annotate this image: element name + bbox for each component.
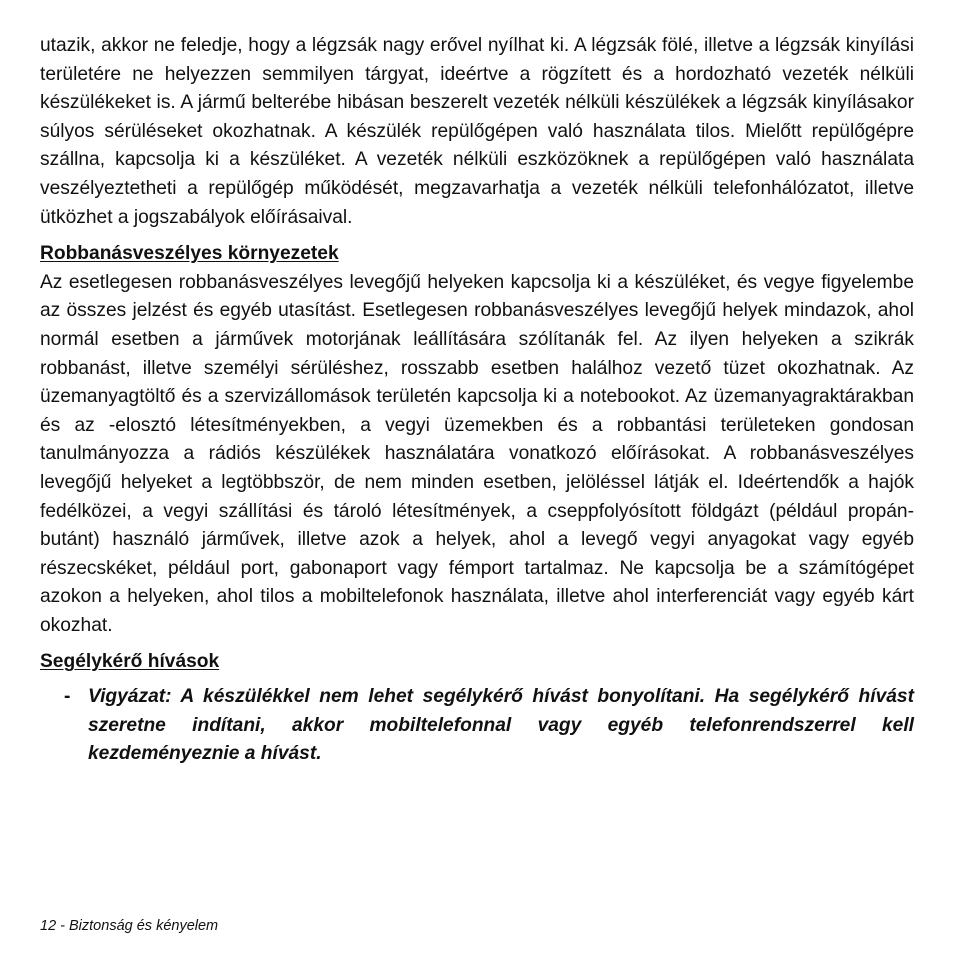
explosive-environments-heading: Robbanásveszélyes környezetek bbox=[40, 243, 339, 265]
document-page bbox=[40, 32, 914, 769]
emergency-warning-item bbox=[40, 683, 914, 769]
explosive-environments-paragraph: Az esetlegesen robbanásveszélyes levegőjű helyeken kapcsolja ki a készüléket, és vegye figyelembe az összes jelzést és egyéb utasítást. Esetlegesen robbanásveszélyes levegőjű helyek mindazok, ahol normál esetben a járművek motorjának leállítására szólítanák fel. Az ilyen helyeken a szikrák robbanást, illetve személyi sérüléshez, rosszabb esetben halálhoz vezető tüzet okozhatnak. Az üzemanyagtöltő és a szervizállomások területén kapcsolja ki a notebookot. Az üzemanyagraktárakban és az -elosztó létesítményekben, a vegyi üzemekben és a robbantási területeken gondosan tanulmányozza a rádiós készülékek használatára vonatkozó előírásokat. A robbanásveszélyes levegőjű helyeket a legtöbbször, de nem minden esetben, jelöléssel látják el. Ideértendők a hajók fedélközei, a vegyi szállítási és tároló létesítmények, a cseppfolyósított földgázt (például propán-butánt) használó járművek, illetve azok a helyek, ahol a levegő vegyi anyagokat vagy egyéb részecskéket, például port, gabonaport vagy fémport tartalmaz. Ne kapcsolja be a számítógépet azokon a helyeken, ahol tilos a mobiltelefonok használata, illetve ahol interferenciát vagy egyéb kárt okozhat. bbox=[40, 271, 914, 636]
emergency-calls-heading: Segélykérő hívások bbox=[40, 651, 220, 673]
emergency-warning-text: Vigyázat: A készülékkel nem lehet segélykérő hívást bonyolítani. Ha segélykérő hívást szeretne indítani, akkor mobiltelefonnal vagy egyéb telefonrendszerrel kell kezdeményeznie a hívást. bbox=[88, 686, 914, 765]
explosive-environments-section bbox=[40, 240, 914, 640]
bullet-dash: - bbox=[64, 686, 71, 708]
page-footer: 12 - Biztonság és kényelem bbox=[40, 918, 219, 934]
emergency-calls-section bbox=[40, 648, 914, 768]
intro-paragraph: utazik, akkor ne feledje, hogy a légzsák nagy erővel nyílhat ki. A légzsák fölé, illetve a légzsák kinyílási területére ne helyezzen semmilyen tárgyat, ideértve a rögzített és a hordozható vezeték nélküli készülékeket is. A jármű belterébe hibásan beszerelt vezeték nélküli készülékek a légzsák kinyílásakor súlyos sérüléseket okozhatnak. A készülék repülőgépen való használata tilos. Mielőtt repülőgépre szállna, kapcsolja ki a készüléket. A vezeték nélküli eszközöknek a repülőgépen való használata veszélyeztetheti a repülőgép működését, megzavarhatja a vezeték nélküli telefonhálózatot, illetve ütközhet a jogszabályok előírásaival. bbox=[40, 35, 914, 228]
